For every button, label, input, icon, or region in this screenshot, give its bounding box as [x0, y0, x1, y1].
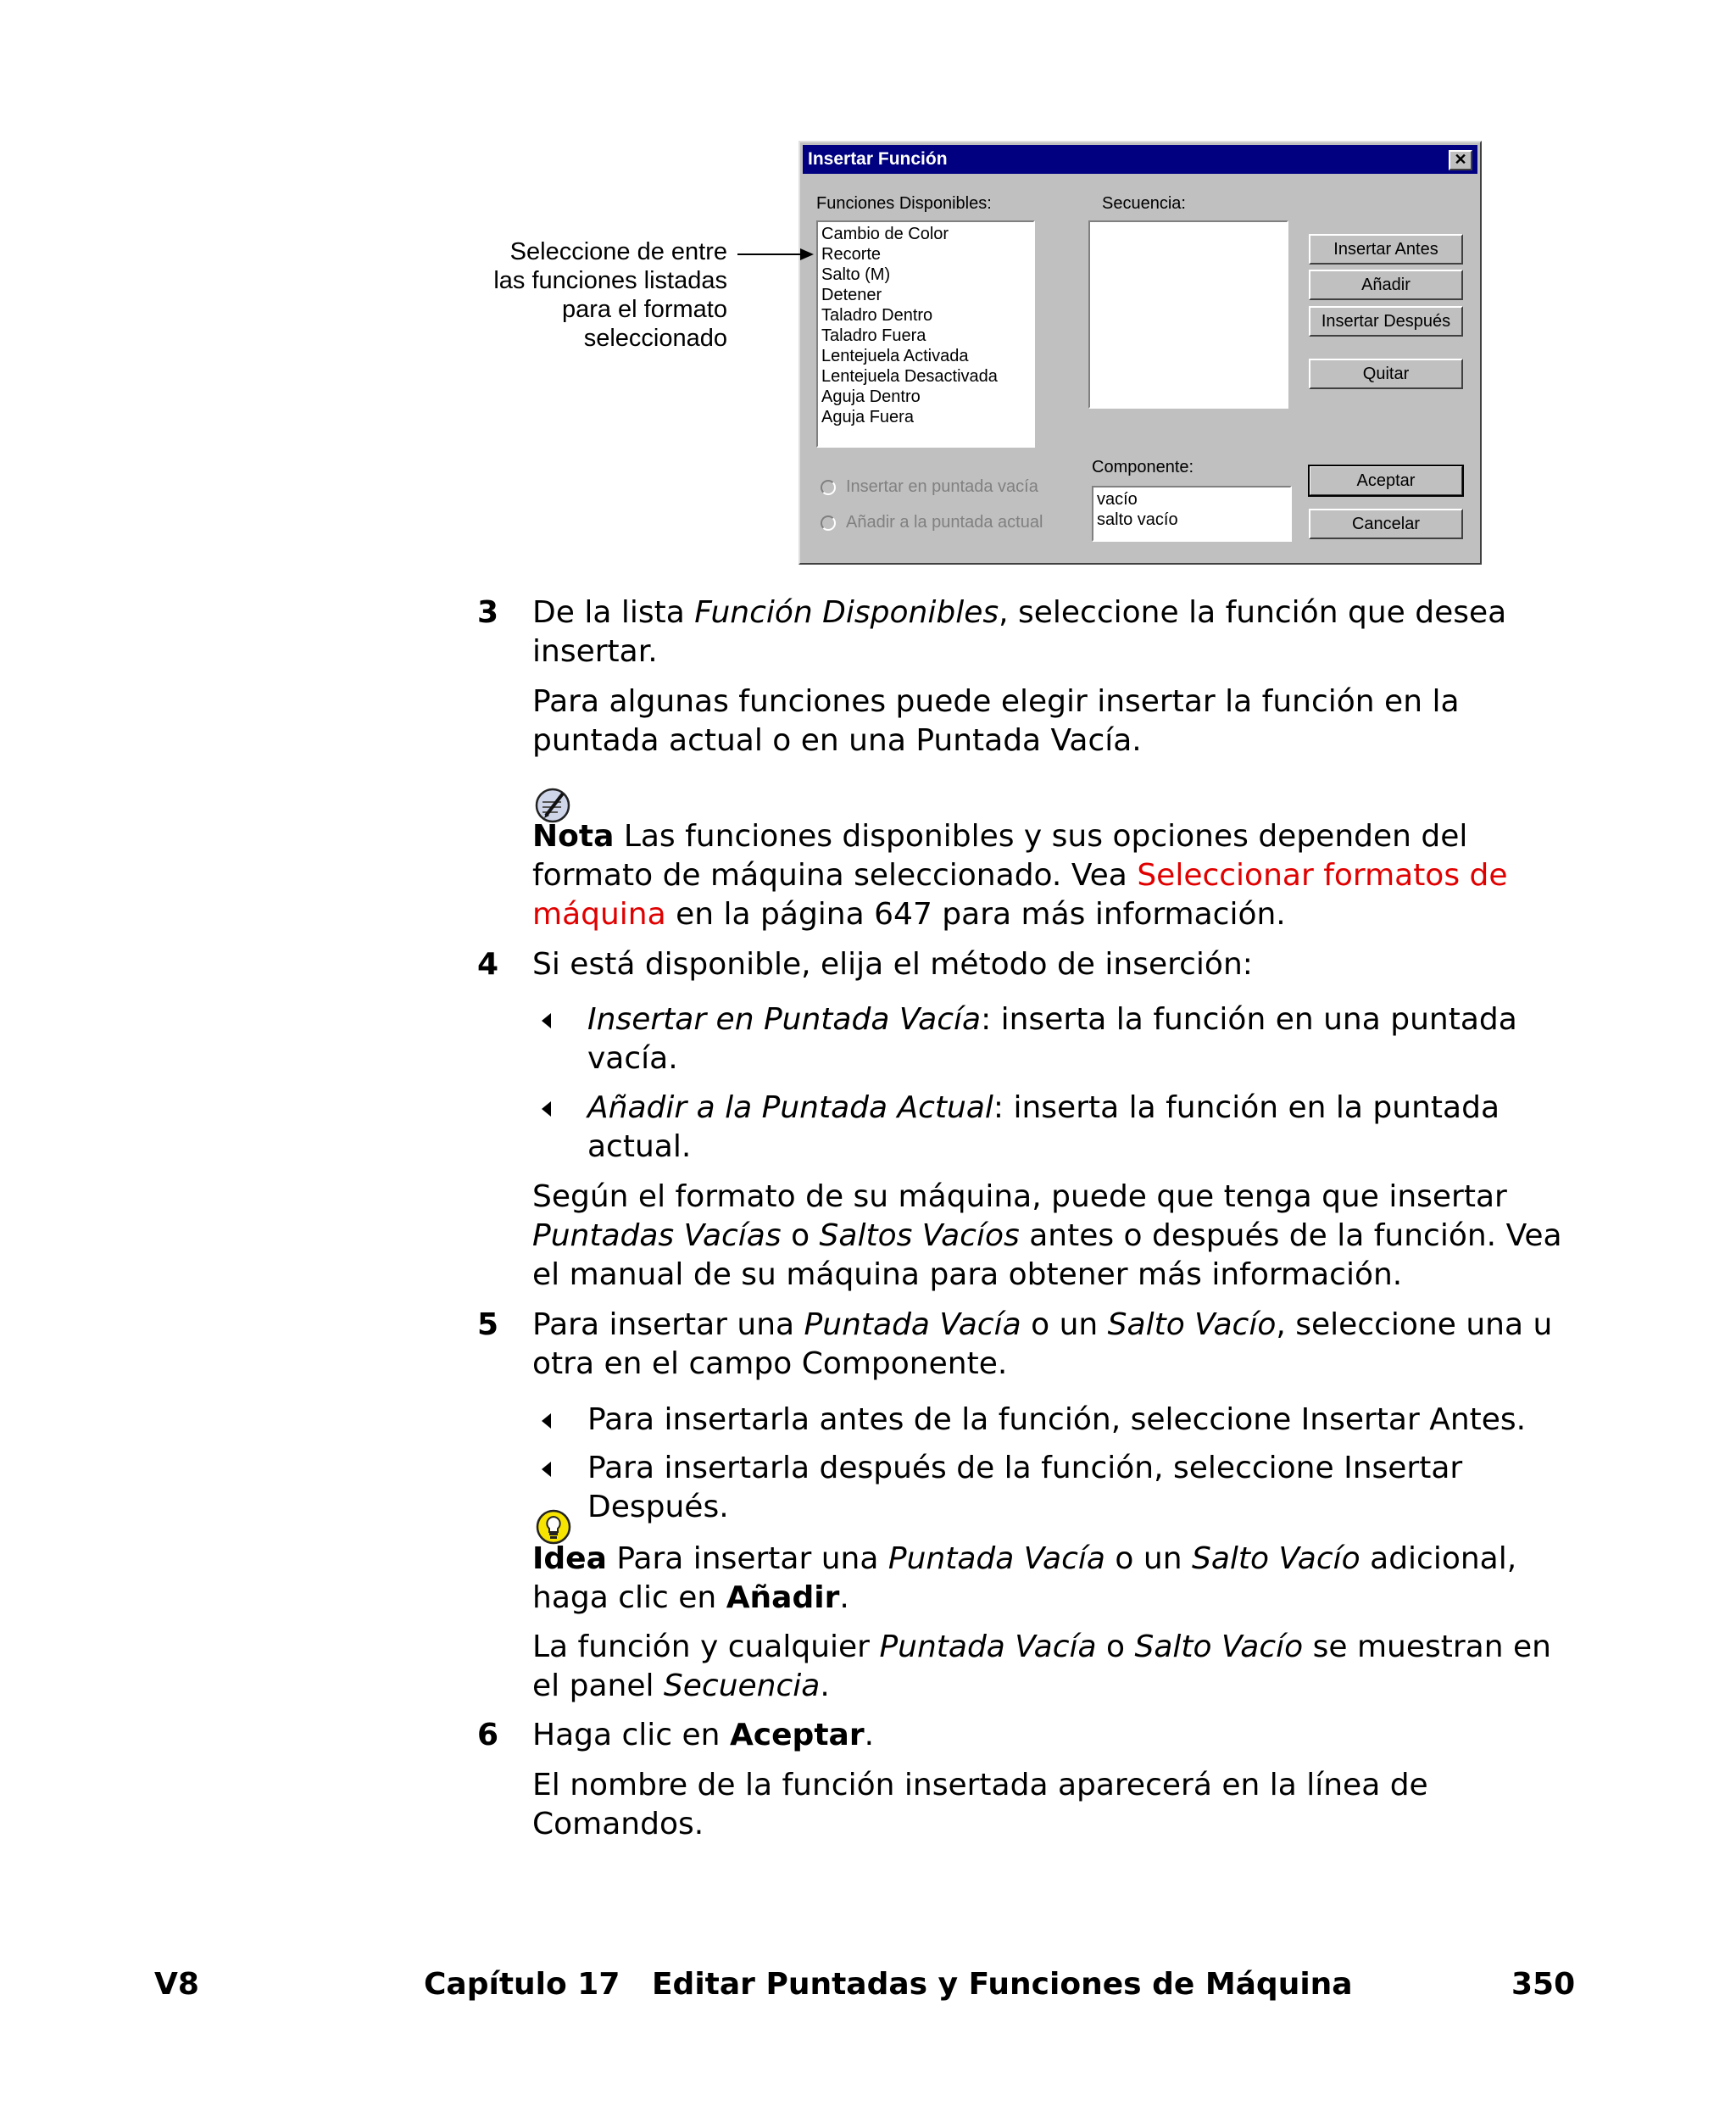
text-run: adicional, haga clic en [532, 1541, 1517, 1615]
text-run: Para insertar una [606, 1541, 888, 1576]
bullet-arrow-icon [538, 1089, 564, 1128]
text-run-italic: Salto Vacío [1107, 1307, 1277, 1342]
text-run: o [1096, 1630, 1135, 1664]
bullet-item: Para insertarla después de la función, seleccione Insertar Después. [587, 1451, 1463, 1524]
idea-label: Idea [532, 1541, 607, 1576]
function-list-item[interactable]: Cambio de Color [821, 225, 949, 243]
function-list-item[interactable]: Recorte [821, 245, 882, 264]
function-list-item[interactable]: Taladro Dentro [821, 306, 933, 325]
callout-arrow-icon [736, 244, 815, 265]
text-run: La función y cualquier [532, 1630, 880, 1664]
add-button[interactable]: Añadir [1309, 270, 1463, 300]
text-run: se muestran en el panel [532, 1630, 1551, 1703]
text-run: o un [1021, 1307, 1108, 1342]
step6-detail: El nombre de la función insertada aparecerá en la línea de Comandos. [532, 1768, 1428, 1841]
text-run: De la lista [532, 595, 695, 630]
callout-line: seleccionado [583, 325, 727, 352]
callout-line: Seleccione de entre [509, 238, 727, 265]
step-number: 4 [477, 947, 499, 982]
step4-text: Si está disponible, elija el método de inserción: [532, 947, 1253, 982]
callout-line: las funciones listadas [493, 267, 727, 294]
step-number: 6 [477, 1718, 499, 1752]
bullet-arrow-icon [538, 1000, 564, 1039]
callout-text [458, 237, 727, 353]
component-label: Componente: [1092, 458, 1194, 476]
bullet-arrow-icon [538, 1449, 564, 1488]
footer-chapter: Capítulo 17 Editar Puntadas y Funciones de Máquina [424, 1967, 1353, 2002]
text-run: . [820, 1669, 830, 1703]
note-label: Nota [532, 819, 615, 854]
available-functions-list[interactable] [816, 220, 1035, 448]
radio-add-current-label: Añadir a la puntada actual [846, 513, 1043, 532]
text-run: Para insertar una [532, 1307, 804, 1342]
function-list-item[interactable]: Aguja Fuera [821, 408, 914, 426]
function-list-item[interactable]: Taladro Fuera [821, 326, 926, 345]
text-run: Según el formato de su máquina, puede que tenga que insertar [532, 1179, 1507, 1214]
footer-page-number: 350 [1511, 1967, 1576, 2002]
idea-detail [532, 1628, 1579, 1706]
machine-format-link[interactable]: Seleccionar formatos de máquina [532, 858, 1508, 932]
step-number: 5 [477, 1307, 499, 1342]
text-run: , seleccione una u otra en el campo Componente. [532, 1307, 1553, 1381]
text-run: o [781, 1218, 820, 1253]
text-run: en la página 647 para más información. [665, 897, 1286, 932]
radio-insert-empty-stitch[interactable] [821, 477, 1038, 497]
note-paragraph [532, 817, 1579, 934]
text-run: : inserta la función en una puntada vacía. [587, 1002, 1517, 1076]
function-list-item[interactable]: Salto (M) [821, 265, 891, 284]
cancel-button[interactable]: Cancelar [1309, 509, 1463, 539]
text-run-italic: Puntada Vacía [879, 1630, 1097, 1664]
callout-line: para el formato [561, 296, 727, 323]
text-run-bold: Añadir [726, 1580, 840, 1615]
text-run: Las funciones disponibles y sus opciones dependen del formato de máquina seleccionado. Vea [532, 819, 1468, 893]
step5-text [532, 1306, 1579, 1384]
available-functions-label: Funciones Disponibles: [816, 194, 992, 213]
remove-button[interactable]: Quitar [1309, 359, 1463, 389]
dialog-title: Insertar Función [808, 149, 948, 169]
footer-version: V8 [154, 1967, 199, 2002]
step-number: 3 [477, 595, 499, 630]
component-list-item[interactable]: salto vacío [1097, 510, 1178, 529]
sequence-list[interactable] [1088, 220, 1288, 409]
text-run: Haga clic en [532, 1718, 730, 1752]
text-run: o un [1104, 1541, 1192, 1576]
text-run-italic: Puntadas Vacías [532, 1218, 782, 1253]
function-list-item[interactable]: Lentejuela Desactivada [821, 367, 998, 386]
radio-add-current-stitch[interactable] [821, 513, 1043, 532]
text-run: , seleccione la función que desea insertar. [532, 595, 1507, 669]
idea-paragraph [532, 1540, 1579, 1618]
step3-detail: Para algunas funciones puede elegir insertar la función en la puntada actual o en una Puntada Vacía. [532, 684, 1460, 758]
step6-text [532, 1716, 1579, 1755]
step3-text [532, 593, 1579, 671]
text-run-italic: Función Disponibles [694, 595, 999, 630]
text-run-italic: Puntada Vacía [887, 1541, 1105, 1576]
text-run: . [839, 1580, 849, 1615]
bullet-item [587, 1089, 1579, 1167]
insert-function-dialog [798, 141, 1482, 565]
step4-detail [532, 1178, 1579, 1295]
radio-insert-empty-label: Insertar en puntada vacía [846, 477, 1038, 496]
text-run-italic: Insertar en Puntada Vacía [587, 1002, 982, 1037]
function-list-item[interactable]: Detener [821, 286, 882, 304]
bullet-arrow-icon [538, 1401, 564, 1440]
sequence-label: Secuencia: [1102, 194, 1186, 213]
text-run-italic: Saltos Vacíos [819, 1218, 1020, 1253]
bullet-item [587, 1000, 1579, 1078]
close-icon[interactable]: ✕ [1449, 150, 1472, 170]
dialog-titlebar [803, 145, 1477, 174]
function-list-item[interactable]: Lentejuela Activada [821, 347, 969, 365]
text-run: : inserta la función en la puntada actual. [587, 1090, 1500, 1164]
text-run: antes o después de la función. Vea el manual de su máquina para obtener más información. [532, 1218, 1562, 1292]
text-run-italic: Puntada Vacía [804, 1307, 1021, 1342]
text-run-italic: Secuencia [663, 1669, 821, 1703]
text-run-italic: Añadir a la Puntada Actual [587, 1090, 993, 1125]
component-list[interactable] [1092, 486, 1292, 542]
text-run-bold: Aceptar [729, 1718, 865, 1752]
radio-circle-icon [821, 515, 836, 531]
text-run-italic: Salto Vacío [1191, 1541, 1360, 1576]
component-list-item[interactable]: vacío [1097, 490, 1138, 509]
bullet-item: Para insertarla antes de la función, seleccione Insertar Antes. [587, 1402, 1527, 1437]
function-list-item[interactable]: Aguja Dentro [821, 387, 921, 406]
accept-button[interactable]: Aceptar [1309, 465, 1463, 496]
insert-before-button[interactable]: Insertar Antes [1309, 234, 1463, 265]
radio-circle-icon [821, 480, 836, 495]
text-run-italic: Salto Vacío [1134, 1630, 1304, 1664]
text-run: . [864, 1718, 875, 1752]
insert-after-button[interactable]: Insertar Después [1309, 306, 1463, 337]
